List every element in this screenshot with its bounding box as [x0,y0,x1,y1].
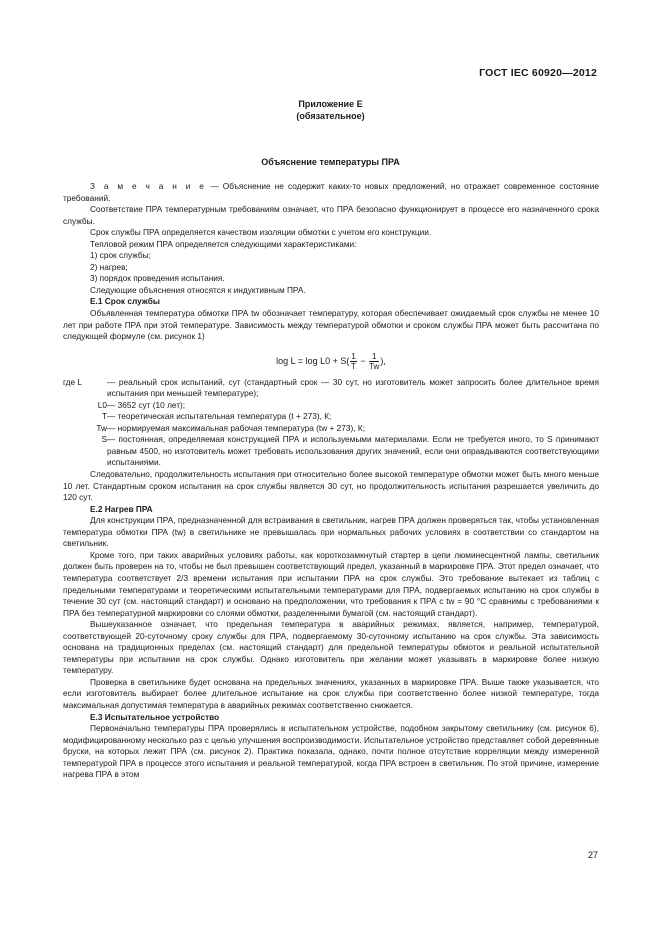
list-item: 3) порядок проведения испытания. [90,273,225,284]
where-S-key: S [101,434,107,445]
fraction-1-numerator: 1 [351,351,356,361]
where-Tw-text: — нормируемая максимальная рабочая температура (tw + 273), К; [107,422,366,433]
document-body [63,181,599,781]
where-L [63,377,599,400]
note-label: З а м е ч а н и е [90,181,207,191]
fraction-2-denominator: Tw [369,361,380,371]
where-L-text: — реальный срок испытаний, сут (стандартный срок — 30 сут, но изготовитель может запросить более длительное время испытания при меньшей температуре); [107,376,599,399]
where-T [63,411,599,423]
where-L0-text: — 3652 сут (10 лет); [107,399,186,410]
paragraph: Срок службы ПРА определяется качеством изоляции обмотки с учетом его конструкции. [90,227,432,238]
fraction-2-numerator: 1 [369,352,379,362]
list-item: 2) нагрев; [90,261,128,272]
paragraph: Соответствие ПРА температурным требованиям означает, что ПРА безопасно функционирует в процессе его назначенного срока службы. [63,204,599,226]
where-L0 [63,400,599,412]
paragraph: Следующие объяснения относятся к индуктивным ПРА. [90,284,306,295]
where-T-key: T [101,411,107,422]
formula-minus: − [357,355,369,366]
fraction-1 [350,352,356,371]
section-heading-e1: Е.1 Срок службы [90,296,160,307]
paragraph: Объявленная температура обмотки ПРА tw обозначает температуру, которая обеспечивает ожидаемый срок службы не менее 10 лет при работе ПРА при этой температуре. Зависимость между температурой обмотки и сроком службы ПРА может быть рассчитана по следующей формуле (см. рисунок 1) [63,308,599,342]
formula-rhs: ), [380,355,386,366]
section-title: Объяснение температуры ПРА [261,157,400,167]
page-number: 27 [587,850,598,860]
fraction-1-denominator: T [351,361,357,371]
where-S-text: — постоянная, определяемая конструкцией ПРА и используемыми материалами. Если не требуется иного, то S принимают равным 4500, но изготовитель может требовать использования других значений, если они оправдываются соответствующими испытаниями. [107,434,599,468]
fraction-2 [369,352,379,371]
standard-header: ГОСТ IEC 60920—2012 [479,67,597,79]
paragraph: Кроме того, при таких аварийных условиях работы, как короткозамкнутый стартер в цепи люминесцентной лампы, светильник должен быть проверен на то, чтобы не был превышен соответствующий предел, указанный в маркировке ПРА. Этот предел означает, что температура соответствует 2/3 времени испытания при испытании ПРА на срок службы. Это требование вытекает из таблиц с предельными температурами и теоретическими испытательными температурами для ПРА, подвергаемых испытанию на срок службы в течение 30 сут (см. настоящий стандарт) и основано на предположении, что требования к ПРА с tw = 90 °С сравнимы с требованиями к ПРА без температурной маркировки со слоями обмотки, разделенными бумагой (см. настоящий стандарт). [63,549,599,618]
appendix-title: Приложение Е [298,99,363,109]
where-lead: где L [63,376,83,387]
section-heading-e3: Е.3 Испытательное устройство [90,711,220,722]
where-Tw [63,423,599,435]
paragraph: Первоначально температуры ПРА проверялись в испытательном устройстве, подобном закрытому светильнику (см. рисунок 6), модифицированному несколько раз с целью улучшения воспроизводимости. Испытательное устройство представляет собой деревянные бруски, на которых лежит ПРА (см. рисунок 2). Практика показала, однако, почти полное отсутствие корреляции между измеренной температурой ПРА в процессе этого испытания и реальной температурой, когда ПРА встроен в светильник. По этой причине, измерение нагрева ПРА в этом [63,723,599,780]
formula-lhs: log L = log L0 + S( [276,355,350,366]
where-Tw-key: Tw [96,422,107,433]
appendix-subtitle: (обязательное) [296,111,365,121]
note-text: — Объяснение не содержит каких-то новых предложений, но отражает современное состояние требований. [63,181,599,203]
where-T-text: — теоретическая испытательная температура (t + 273), К; [107,411,332,422]
paragraph: Тепловой режим ПРА определяется следующими характеристиками: [90,238,357,249]
where-S [63,434,599,469]
where-L0-key: L0 [97,399,107,410]
section-heading-e2: Е.2 Нагрев ПРА [90,503,153,514]
lifetime-formula [63,343,599,377]
note-paragraph [63,181,599,204]
paragraph: Для конструкции ПРА, предназначенной для встраивания в светильник, нагрев ПРА должен проверяться так, чтобы установленная температура обмотки ПРА (tw) в светильнике не превышалась при нормальных рабочих условиях в соответствии со стандартом на светильник. [63,515,599,549]
list-item: 1) срок службы; [90,250,151,261]
paragraph: Проверка в светильнике будет основана на предельных значениях, указанных в маркировке ПРА. Выше также указывается, что если изготовитель выбирает более длительное испытание на срок службы при соответственно более низкой температуре, тогда максимальная допустимая температура в аварийных режимах соответственно снижается. [63,676,599,710]
paragraph: Вышеуказанное означает, что предельная температура в аварийных режимах, является, например, температурой, соответствующей 20-суточному сроку службы для ПРА, подвергаемому 30-суточному испытанию на срок службы. Эта зависимость основана на традиционных пределах (см. настоящий стандарт) для предельной температуры обмоток и реальной испытательной температуры при испытании на срок службы. Однако изготовитель при желании может указывать в маркировке более низкую температуру. [63,619,599,676]
paragraph: Следовательно, продолжительность испытания при относительно более высокой температуре обмотки может быть много меньше 10 лет. Стандартным сроком испытания на срок службы является 30 сут, но продолжительность испытания разрешается увеличить до 120 сут. [63,469,599,503]
